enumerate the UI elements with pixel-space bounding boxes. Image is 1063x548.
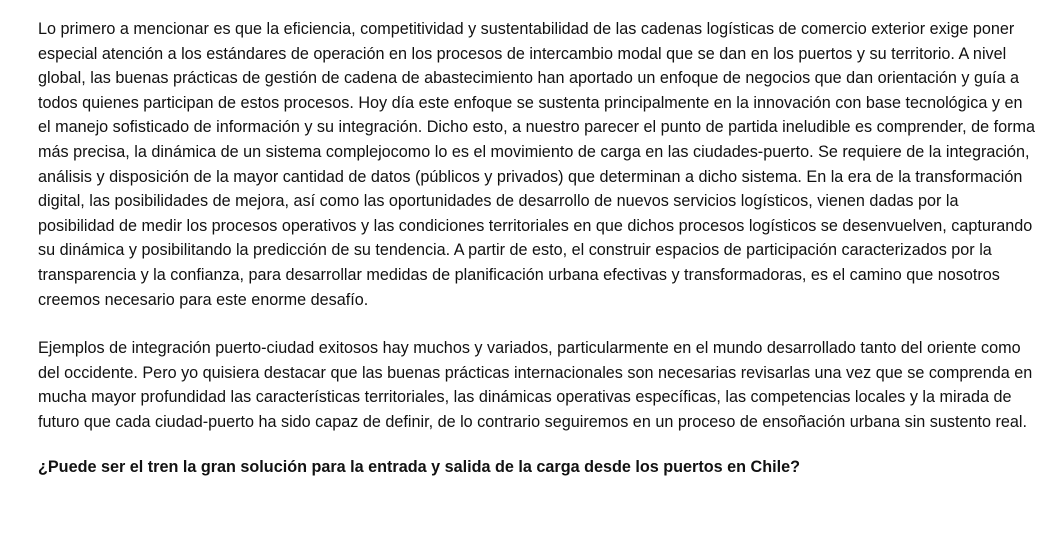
article-body — [38, 17, 1038, 479]
section-heading-train: ¿Puede ser el tren la gran solución para la entrada y salida de la carga desde los puertos en Chile? — [38, 457, 800, 476]
paragraph-port-city-integration: Ejemplos de integración puerto-ciudad exitosos hay muchos y variados, particularmente en el mundo desarrollado tanto del oriente como del occidente. Pero yo quisiera destacar que las buenas prácticas internacionales son necesarias revisarlas una vez que se comprenda en mucha mayor profundidad las características territoriales, las dinámicas operativas específicas, las competencias locales y la mirada de futuro que cada ciudad-puerto ha sido capaz de definir, de lo contrario seguiremos en un proceso de ensoñación urbana sin sustento real. — [38, 339, 1033, 431]
paragraph-logistics-efficiency: Lo primero a mencionar es que la eficiencia, competitividad y sustentabilidad de las cadenas logísticas de comercio exterior exige poner especial atención a los estándares de operación en los procesos de intercambio modal que se dan en los puertos y su territorio. A nivel global, las buenas prácticas de gestión de cadena de abastecimiento han aportado un enfoque de negocios que dan orientación y guía a todos quienes participan de estos procesos. Hoy día este enfoque se sustenta principalmente en la innovación con base tecnológica y en el manejo sofisticado de información y su integración. Dicho esto, a nuestro parecer el punto de partida ineludible es comprender, de forma más precisa, la dinámica de un sistema complejocomo lo es el movimiento de carga en las ciudades-puerto. Se requiere de la integración, análisis y disposición de la mayor cantidad de datos (públicos y privados) que determinan a dicho sistema. En la era de la transformación digital, las posibilidades de mejora, así como las oportunidades de desarrollo de nuevos servicios logísticos, vienen dadas por la posibilidad de medir los procesos operativos y las condiciones territoriales en que dichos procesos logísticos se desenvuelven, capturando su dinámica y posibilitando la predicción de su tendencia. A partir de esto, el construir espacios de participación caracterizados por la transparencia y la confianza, para desarrollar medidas de planificación urbana efectivas y transformadoras, es el camino que nosotros creemos necesario para este enorme desafío. — [38, 20, 1036, 309]
